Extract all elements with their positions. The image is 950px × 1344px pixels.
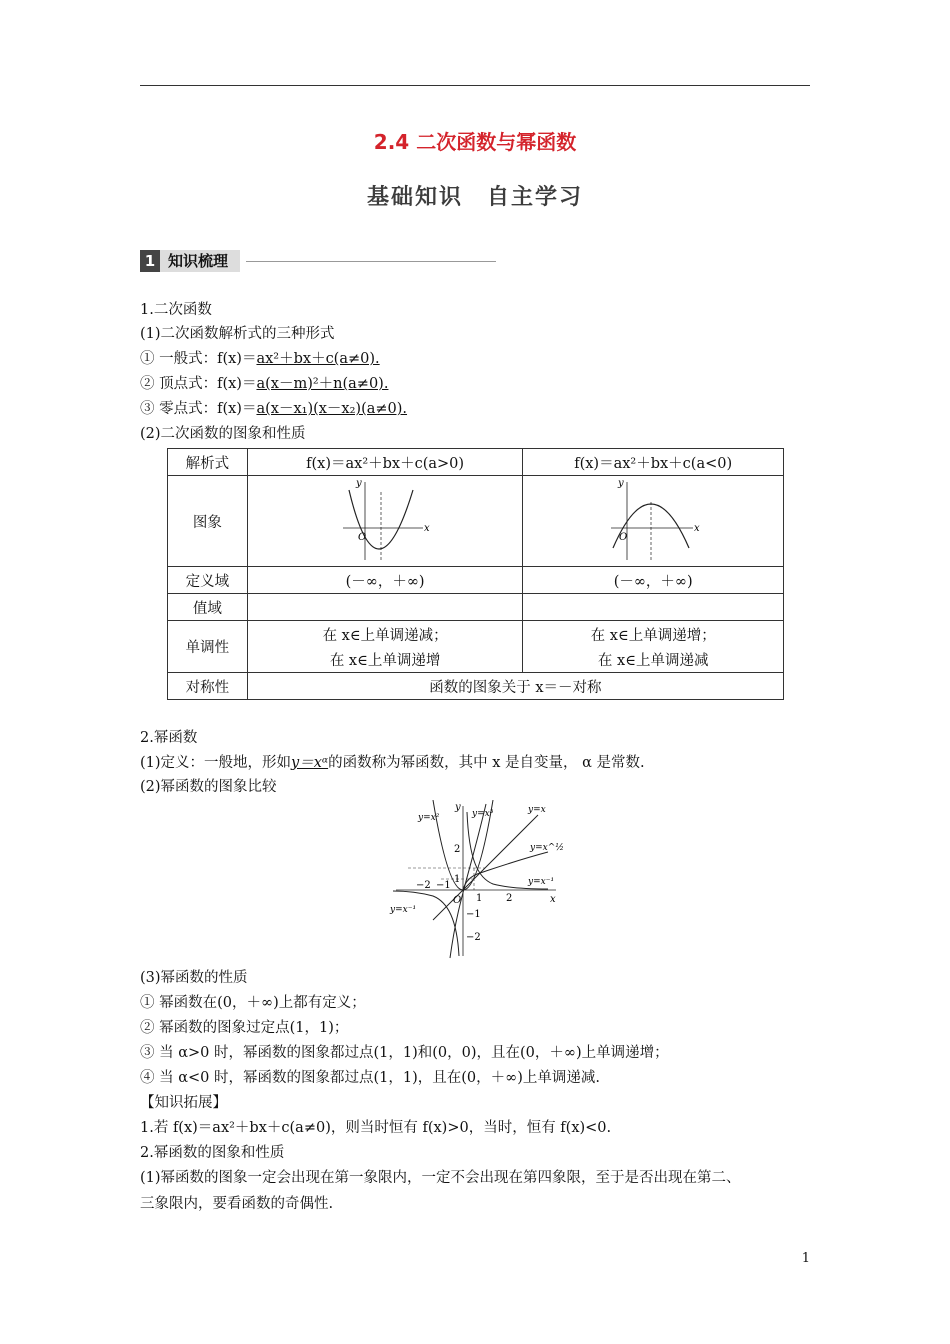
- form-vertex: [140, 372, 388, 393]
- table-row-label: 值域: [168, 594, 248, 621]
- ext-heading: 【知识拓展】: [140, 1095, 227, 1111]
- mono-left-line1: 在 x∈上单调递减；: [322, 627, 448, 644]
- power-prop-1: ① 幂函数在(0，＋∞)上都有定义；: [140, 995, 366, 1011]
- table-row-label: 图象: [168, 476, 248, 567]
- origin-label: O: [358, 532, 367, 543]
- ext-line-3: (1)幂函数的图象一定会出现在第一象限内，一定不会出现在第四象限，至于是否出现在第二、: [140, 1170, 741, 1186]
- label-y-x2: y=x²: [418, 813, 440, 823]
- quad-heading: 1.二次函数: [140, 302, 212, 318]
- tick-y-neg1: −1: [466, 909, 481, 920]
- tick-y-1: 1: [454, 874, 461, 885]
- graph-upward-parabola: [247, 476, 523, 567]
- form-general: [140, 347, 380, 368]
- mono-right-line1: 在 x∈上单调递增；: [590, 627, 716, 644]
- tick-x-neg2: −2: [416, 880, 431, 891]
- form-lhs: f(x)＝: [217, 401, 257, 417]
- form-expr: a(x－x₁)(x－x₂)(a≠0).: [256, 401, 408, 417]
- form-label: ② 顶点式：: [140, 376, 218, 392]
- label-y-x3: y=x³: [472, 809, 494, 819]
- header-rule: [140, 85, 810, 86]
- page-title: 2.4 二次函数与幂函数: [373, 130, 577, 154]
- tick-x-2: 2: [506, 893, 513, 904]
- section-heading: [140, 250, 496, 272]
- power-definition: [140, 751, 645, 772]
- mono-left-line2: 在 x∈上单调递增: [329, 652, 441, 669]
- label-y-xinv-left: y=x⁻¹: [390, 905, 417, 915]
- section-number: 1: [140, 250, 160, 272]
- form-label: ① 一般式：: [140, 351, 218, 367]
- x-axis-label: x: [424, 523, 430, 534]
- mono-right: [523, 621, 784, 673]
- table-row-label: 对称性: [168, 673, 248, 700]
- table-row: [168, 449, 784, 476]
- domain-left: (－∞，＋∞): [247, 567, 523, 594]
- table-row-label: 单调性: [168, 621, 248, 673]
- symmetry-text: 函数的图象关于 x＝－对称: [247, 673, 783, 700]
- ext-line-1: 1.若 f(x)＝ax²＋bx＋c(a≠0)，则当时恒有 f(x)>0，当时，恒有 f(x)<0.: [140, 1120, 612, 1136]
- downward-parabola-svg: [603, 476, 703, 562]
- power-heading: 2.幂函数: [140, 730, 198, 746]
- label-y-xinv: y=x⁻¹: [528, 877, 555, 887]
- mono-right-line2: 在 x∈上单调递减: [597, 652, 709, 669]
- page-subtitle: 基础知识 自主学习: [366, 185, 583, 210]
- form-expr: ax²＋bx＋c(a≠0).: [256, 351, 380, 367]
- graph-downward-parabola: [523, 476, 784, 567]
- section-rule: [246, 261, 496, 262]
- def-prefix: (1)定义：一般地，形如: [140, 755, 292, 771]
- upward-parabola-svg: [335, 476, 435, 562]
- tick-y-neg2: −2: [466, 932, 481, 943]
- tick-x-1: 1: [476, 893, 483, 904]
- form-lhs: f(x)＝: [217, 351, 257, 367]
- origin-label: O: [453, 895, 462, 906]
- table-row: [168, 673, 784, 700]
- table-header-cell: f(x)＝ax²＋bx＋c(a<0): [523, 449, 784, 476]
- mono-left: [247, 621, 523, 673]
- origin-label: O: [619, 532, 628, 543]
- form-expr: a(x－m)²＋n(a≠0).: [256, 376, 389, 392]
- y-axis-label: y: [455, 802, 461, 813]
- table-row: [168, 594, 784, 621]
- table-row: [168, 567, 784, 594]
- label-y-xhalf: y=x^½: [530, 843, 564, 853]
- page-number: 1: [801, 1251, 810, 1266]
- tick-x-neg1: −1: [436, 880, 451, 891]
- power-functions-graph: [388, 800, 568, 960]
- range-right: [523, 594, 784, 621]
- power-props-heading: (3)幂函数的性质: [140, 970, 248, 986]
- y-axis-label: y: [356, 478, 362, 489]
- quad-sub1: (1)二次函数解析式的三种形式: [140, 326, 335, 342]
- form-label: ③ 零点式：: [140, 401, 218, 417]
- power-prop-3: ③ 当 α>0 时，幂函数的图象都过点(1，1)和(0，0)，且在(0，＋∞)上单调递增；: [140, 1045, 669, 1061]
- table-header-cell: 解析式: [168, 449, 248, 476]
- form-lhs: f(x)＝: [217, 376, 257, 392]
- power-prop-4: ④ 当 α<0 时，幂函数的图象都过点(1，1)，且在(0，＋∞)上单调递减.: [140, 1070, 600, 1086]
- x-axis-label: x: [550, 894, 556, 905]
- section-label: 知识梳理: [160, 250, 240, 272]
- quadratic-table: [167, 448, 784, 700]
- y-axis-label: y: [618, 478, 624, 489]
- table-row-label: 定义域: [168, 567, 248, 594]
- table-row: [168, 476, 784, 567]
- form-zero: [140, 397, 407, 418]
- ext-line-2: 2.幂函数的图象和性质: [140, 1145, 285, 1161]
- def-formula: y＝xᵅ: [291, 755, 329, 771]
- table-header-cell: f(x)＝ax²＋bx＋c(a>0): [247, 449, 523, 476]
- quad-sub2: (2)二次函数的图象和性质: [140, 426, 306, 442]
- tick-y-2: 2: [454, 844, 461, 855]
- domain-right: (－∞，＋∞): [523, 567, 784, 594]
- label-y-x: y=x: [528, 805, 546, 815]
- ext-line-4: 三象限内，要看函数的奇偶性.: [140, 1196, 334, 1212]
- def-suffix: 的函数称为幂函数，其中 x 是自变量， α 是常数.: [328, 755, 645, 771]
- x-axis-label: x: [694, 523, 700, 534]
- table-row: [168, 621, 784, 673]
- range-left: [247, 594, 523, 621]
- power-prop-2: ② 幂函数的图象过定点(1，1)；: [140, 1020, 349, 1036]
- power-compare: (2)幂函数的图象比较: [140, 779, 277, 795]
